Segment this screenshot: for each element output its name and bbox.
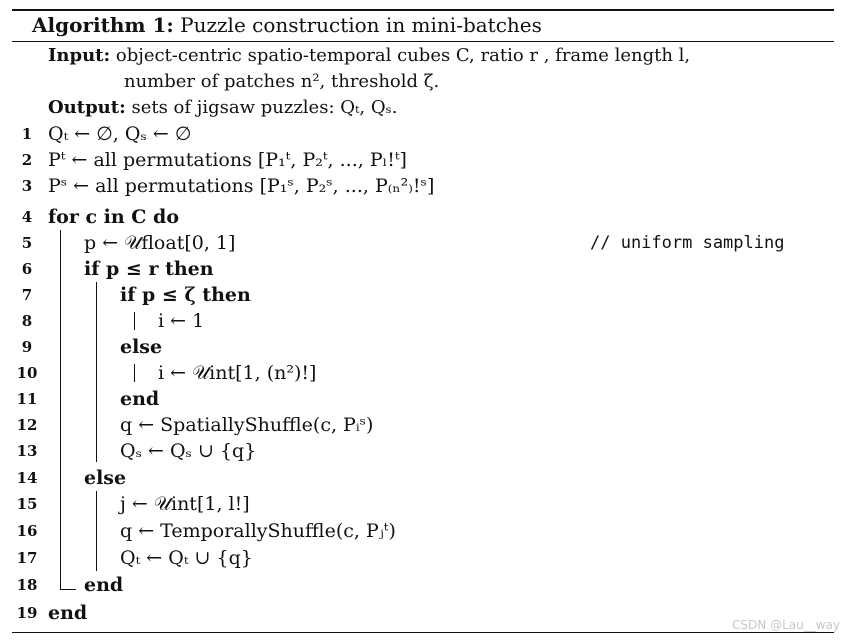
code-line: j ← 𝒰int[1, l!] — [120, 493, 250, 515]
line-number: 18 — [16, 576, 38, 594]
code-line: q ← TemporallyShuffle(c, Pⱼᵗ) — [120, 520, 396, 542]
line-number: 12 — [16, 416, 38, 434]
algorithm-title-prefix: Algorithm 1: — [32, 13, 174, 37]
line-number: 9 — [21, 338, 33, 356]
code-comment: // uniform sampling — [590, 233, 785, 253]
inner-else-bar — [134, 364, 135, 382]
line-number: 3 — [21, 177, 33, 195]
for-block-end — [60, 589, 76, 590]
line-number: 4 — [21, 208, 33, 226]
code-line: end — [120, 388, 160, 410]
code-line: Qₜ ← ∅, Qₛ ← ∅ — [48, 123, 192, 145]
output-label: Output: — [48, 97, 126, 118]
code-line: Qₛ ← Qₛ ∪ {q} — [120, 440, 257, 462]
watermark: CSDN @Lau__way — [732, 618, 840, 632]
title-rule — [12, 41, 834, 42]
input-line-2 — [124, 70, 439, 94]
line-number: 2 — [21, 151, 33, 169]
code-line: else — [120, 336, 163, 358]
output-line — [48, 96, 397, 120]
code-line: q ← SpatiallyShuffle(c, Pᵢˢ) — [120, 414, 374, 436]
code-line: p ← 𝒰float[0, 1] — [84, 232, 236, 254]
code-line: Qₜ ← Qₜ ∪ {q} — [120, 547, 253, 569]
code-line: for c in C do — [48, 206, 179, 228]
input-text-2: number of patches n², threshold ζ. — [124, 71, 440, 92]
line-number: 1 — [21, 125, 33, 143]
input-text-1: object-centric spatio-temporal cubes C, ratio r , frame length l, — [115, 45, 691, 66]
line-number: 10 — [16, 364, 38, 382]
code-line: Pˢ ← all permutations [P₁ˢ, P₂ˢ, ..., P₍ₙ²₎!ˢ] — [48, 175, 435, 197]
line-number: 8 — [21, 312, 33, 330]
code-line: i ← 1 — [158, 310, 205, 332]
line-number: 15 — [16, 495, 38, 513]
output-text: sets of jigsaw puzzles: Qₜ, Qₛ. — [131, 97, 398, 118]
line-number: 16 — [16, 522, 38, 540]
line-number: 11 — [16, 390, 38, 408]
input-line-1 — [48, 44, 690, 68]
for-block-bar — [60, 230, 61, 590]
code-line: Pᵗ ← all permutations [P₁ᵗ, P₂ᵗ, ..., Pₗ!ᵗ] — [48, 149, 407, 171]
line-number: 5 — [21, 234, 33, 252]
algorithm-title-text: Puzzle construction in mini-batches — [180, 13, 542, 37]
input-label: Input: — [48, 45, 111, 66]
else-block-bar — [96, 491, 97, 571]
line-number: 6 — [21, 260, 33, 278]
inner-if-bar — [134, 312, 135, 330]
if-block-bar — [96, 282, 97, 462]
code-line: i ← 𝒰int[1, (n²)!] — [158, 362, 317, 384]
code-line: if p ≤ ζ then — [120, 284, 251, 306]
code-line: end — [48, 602, 88, 624]
line-number: 17 — [16, 549, 38, 567]
code-line: else — [84, 467, 127, 489]
code-line: end — [84, 574, 124, 596]
line-number: 7 — [21, 286, 33, 304]
code-line: if p ≤ r then — [84, 258, 214, 280]
algorithm-title — [32, 10, 542, 40]
line-number: 19 — [16, 604, 38, 622]
line-number: 14 — [16, 469, 38, 487]
line-number: 13 — [16, 442, 38, 460]
bottom-rule — [12, 632, 834, 633]
